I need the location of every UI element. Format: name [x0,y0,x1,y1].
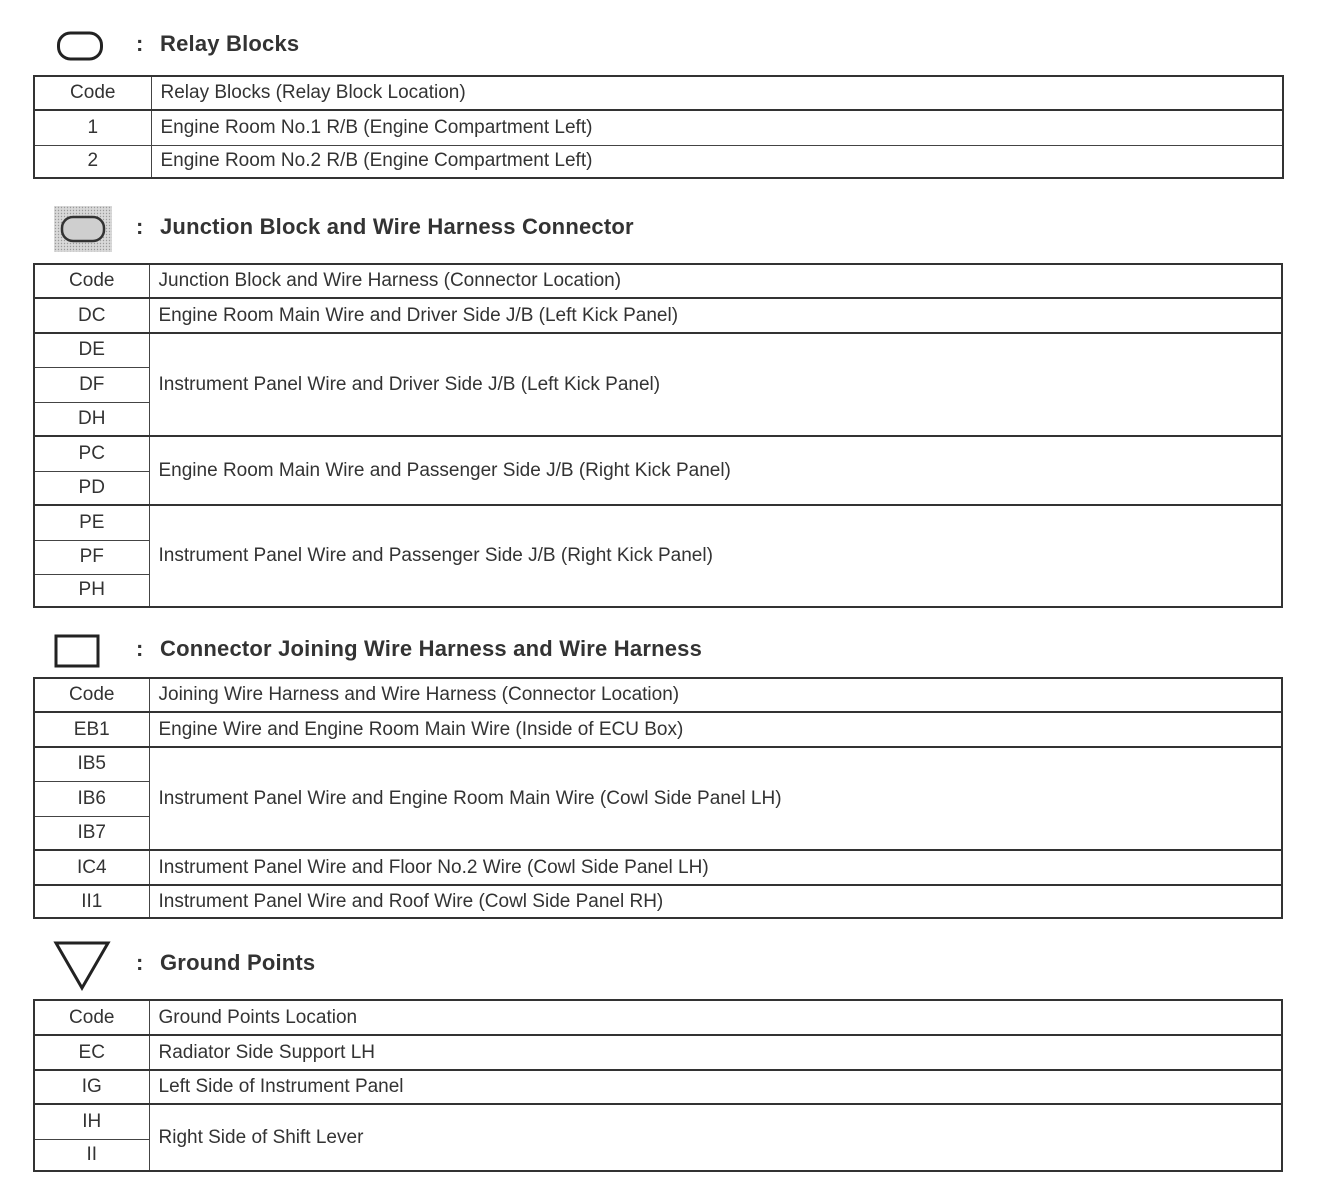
code-cell: II1 [34,885,149,918]
table-row [34,1035,1282,1070]
table-header-row [34,678,1282,712]
section-colon: : [136,214,144,239]
section-junction-block-heading [0,206,1328,246]
table-row [34,885,1282,918]
table-row [34,110,1283,145]
section-colon: : [136,636,144,661]
connector-joining-table [33,677,1283,919]
location-column-header: Ground Points Location [149,1000,1282,1035]
code-cell: IH [34,1104,149,1139]
triangle-down-icon [52,940,112,992]
code-cell: 1 [34,110,151,145]
code-cell: IG [34,1070,149,1104]
code-cell: PE [34,505,149,540]
section-title: Junction Block and Wire Harness Connector [160,214,634,239]
section-connector-joining-heading [0,628,1328,668]
table-row [34,145,1283,178]
table-header-row [34,76,1283,110]
location-column-header: Joining Wire Harness and Wire Harness (Connector Location) [149,678,1282,712]
location-cell: Engine Room Main Wire and Passenger Side J/B (Right Kick Panel) [149,436,1282,505]
code-column-header: Code [34,264,149,298]
location-cell: Instrument Panel Wire and Engine Room Main Wire (Cowl Side Panel LH) [149,747,1282,850]
location-cell: Left Side of Instrument Panel [149,1070,1282,1104]
code-cell: EC [34,1035,149,1070]
code-cell: 2 [34,145,151,178]
code-cell: DC [34,298,149,333]
code-cell: IC4 [34,850,149,885]
shaded-rounded-rectangle-icon [54,206,112,252]
code-column-header: Code [34,678,149,712]
location-cell: Engine Room No.1 R/B (Engine Compartment Left) [151,110,1283,145]
location-cell: Instrument Panel Wire and Roof Wire (Cowl Side Panel RH) [149,885,1282,918]
section-ground-points-heading [0,940,1328,980]
location-cell: Instrument Panel Wire and Passenger Side J/B (Right Kick Panel) [149,505,1282,607]
table-row [34,712,1282,747]
rectangle-icon [54,634,100,668]
code-cell: PD [34,471,149,505]
table-row [34,436,1282,471]
code-cell: DH [34,402,149,436]
location-cell: Engine Wire and Engine Room Main Wire (Inside of ECU Box) [149,712,1282,747]
code-cell: EB1 [34,712,149,747]
code-cell: IB5 [34,747,149,781]
table-row [34,850,1282,885]
table-row [34,333,1282,367]
ground-points-table [33,999,1283,1172]
section-relay-blocks-heading [0,24,1328,64]
code-cell: IB6 [34,781,149,816]
location-cell: Instrument Panel Wire and Driver Side J/B (Left Kick Panel) [149,333,1282,436]
code-cell: DE [34,333,149,367]
table-row [34,1104,1282,1139]
location-column-header: Relay Blocks (Relay Block Location) [151,76,1283,110]
code-cell: DF [34,367,149,402]
code-column-header: Code [34,76,151,110]
location-cell: Right Side of Shift Lever [149,1104,1282,1171]
section-colon: : [136,950,144,975]
table-row [34,1070,1282,1104]
code-cell: PH [34,574,149,607]
table-header-row [34,264,1282,298]
code-cell: IB7 [34,816,149,850]
location-cell: Radiator Side Support LH [149,1035,1282,1070]
section-colon: : [136,31,144,56]
location-cell: Engine Room No.2 R/B (Engine Compartment Left) [151,145,1283,178]
section-title: Connector Joining Wire Harness and Wire Harness [160,636,703,661]
section-title: Relay Blocks [160,31,300,56]
table-header-row [34,1000,1282,1035]
code-column-header: Code [34,1000,149,1035]
section-title: Ground Points [160,950,316,975]
location-cell: Instrument Panel Wire and Floor No.2 Wire (Cowl Side Panel LH) [149,850,1282,885]
code-cell: II [34,1139,149,1171]
code-cell: PC [34,436,149,471]
location-cell: Engine Room Main Wire and Driver Side J/B (Left Kick Panel) [149,298,1282,333]
table-row [34,747,1282,781]
location-column-header: Junction Block and Wire Harness (Connector Location) [149,264,1282,298]
table-row [34,505,1282,540]
junction-block-table [33,263,1283,608]
table-row [34,298,1282,333]
relay-blocks-table [33,75,1284,179]
rounded-rectangle-icon [56,30,104,62]
code-cell: PF [34,540,149,574]
